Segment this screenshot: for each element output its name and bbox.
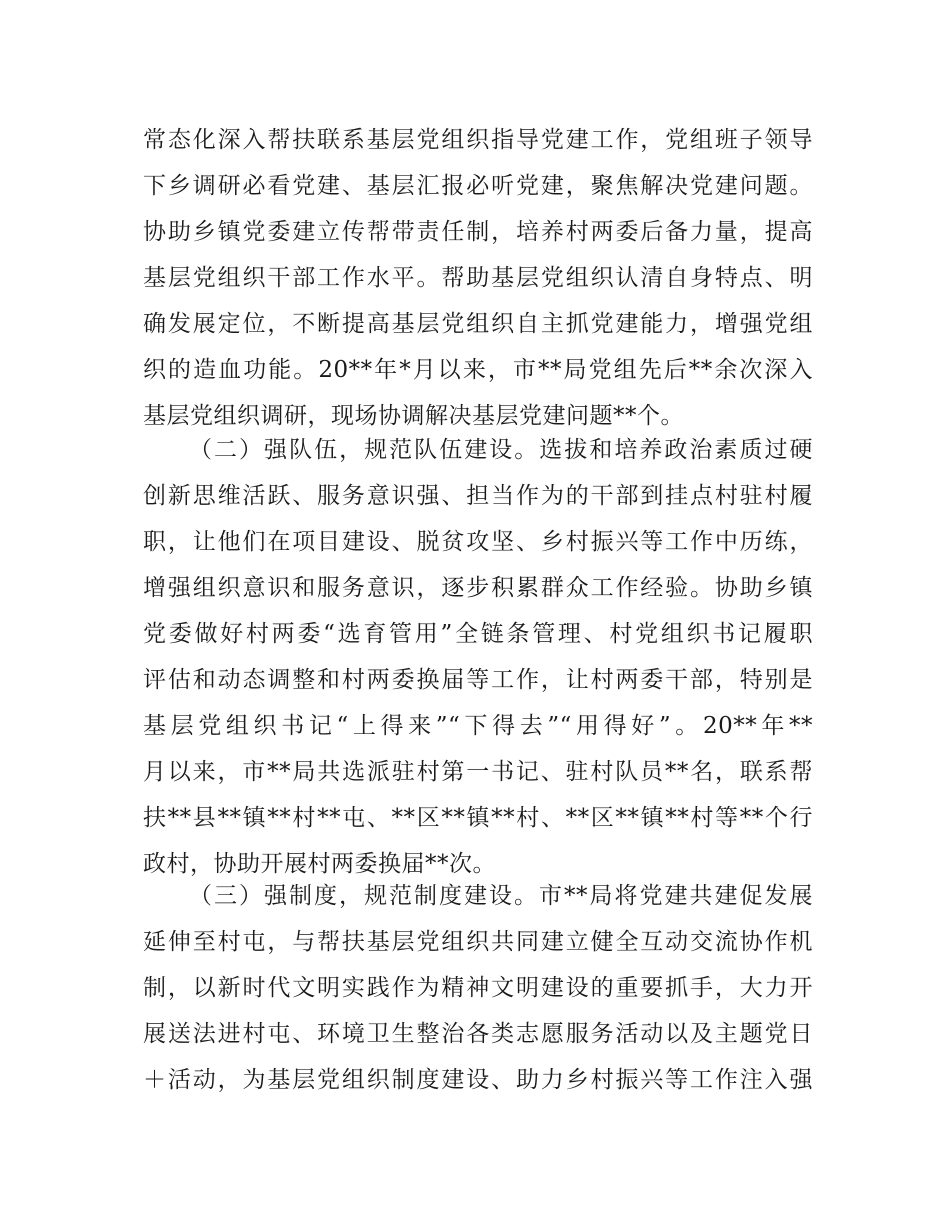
text-line: （三）强制度，规范制度建设。市**局将党建共建促发展 [189, 883, 813, 909]
text-line: 基层党组织干部工作水平。帮助基层党组织认清自身特点、明 [143, 265, 813, 291]
text-line: 创新思维活跃、服务意识强、担当作为的干部到挂点村驻村履 [143, 483, 813, 509]
paragraph-3 [143, 873, 813, 1103]
text-line: 制，以新时代文明实践作为精神文明建设的重要抓手，大力开 [143, 975, 813, 1001]
text-line: 确发展定位，不断提高基层党组织自主抓党建能力，增强党组 [143, 311, 813, 337]
text-line: 延伸至村屯，与帮扶基层党组织共同建立健全互动交流协作机 [143, 929, 813, 955]
text-line: 职，让他们在项目建设、脱贫攻坚、乡村振兴等工作中历练， [143, 529, 813, 555]
text-line: 月以来，市**局共选派驻村第一书记、驻村队员**名，联系帮 [143, 759, 813, 785]
text-line: 展送法进村屯、环境卫生整治各类志愿服务活动以及主题党日 [143, 1021, 813, 1047]
text-line: （二）强队伍，规范队伍建设。选拔和培养政治素质过硬 [189, 437, 813, 463]
text-line: 评估和动态调整和村两委换届等工作，让村两委干部，特别是 [143, 667, 813, 693]
text-line: 织的造血功能。20**年*月以来，市**局党组先后**余次深入 [143, 357, 813, 383]
text-line: 下乡调研必看党建、基层汇报必听党建，聚焦解决党建问题。 [143, 173, 813, 199]
text-line: 基层党组织调研，现场协调解决基层党建问题**个。 [143, 403, 684, 429]
text-line: 基层党组织书记“上得来”“下得去”“用得好”。20**年** [143, 713, 813, 739]
paragraph-1 [143, 117, 813, 439]
paragraph-2 [143, 427, 813, 887]
text-line: 常态化深入帮扶联系基层党组织指导党建工作，党组班子领导 [143, 127, 813, 153]
text-line: 扶**县**镇**村**屯、**区**镇**村、**区**镇**村等**个行 [143, 805, 813, 831]
text-line: 增强组织意识和服务意识，逐步积累群众工作经验。协助乡镇 [143, 575, 813, 601]
text-line: 党委做好村两委“选育管用”全链条管理、村党组织书记履职 [143, 621, 813, 647]
text-line: 政村，协助开展村两委换届**次。 [143, 851, 496, 877]
text-line: ＋活动，为基层党组织制度建设、助力乡村振兴等工作注入强 [143, 1067, 813, 1093]
text-line: 协助乡镇党委建立传帮带责任制，培养村两委后备力量，提高 [143, 219, 813, 245]
